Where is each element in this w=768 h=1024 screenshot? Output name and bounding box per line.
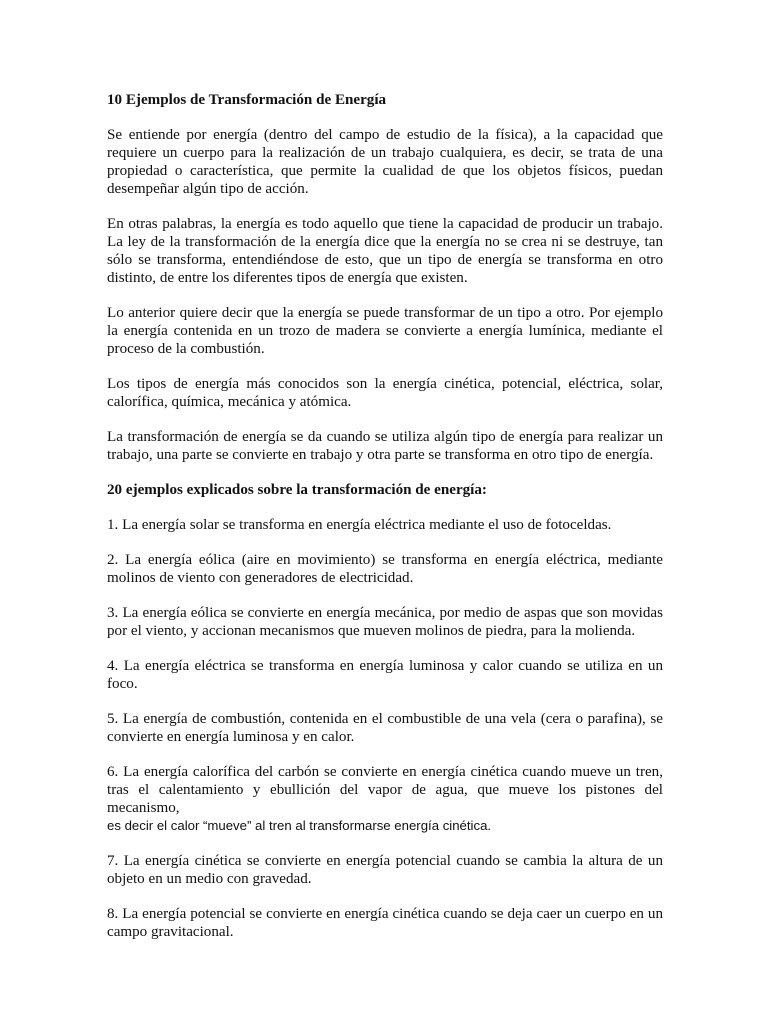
example-6 <box>107 763 663 835</box>
intro-paragraph-4: Los tipos de energía más conocidos son la energía cinética, potencial, eléctrica, solar, calorífica, química, mecánica y atómica. <box>107 376 663 410</box>
document-title: 10 Ejemplos de Transformación de Energía <box>107 92 387 108</box>
intro-paragraph-5: La transformación de energía se da cuando se utiliza algún tipo de energía para realizar un trabajo, una parte se convierte en trabajo y otra parte se transforma en otro tipo de energía. <box>107 429 663 463</box>
example-6-tail: es decir el calor “mueve” al tren al transformarse energía cinética. <box>107 818 492 833</box>
intro-paragraph-1: Se entiende por energía (dentro del campo de estudio de la física), a la capacidad que requiere un cuerpo para la realización de un trabajo cualquiera, es decir, se trata de una propiedad o característica, que permite la cualidad de que los objetos físicos, puedan desempeñar algún tipo de acción. <box>107 127 663 197</box>
example-6-main: 6. La energía calorífica del carbón se convierte en energía cinética cuando mueve un tren, tras el calentamiento y ebullición del vapor de agua, que mueve los pistones del mecanismo, <box>107 764 663 816</box>
document-page <box>107 91 663 958</box>
intro-paragraph-3: Lo anterior quiere decir que la energía se puede transformar de un tipo a otro. Por ejemplo la energía contenida en un trozo de madera se convierte a energía lumínica, mediante el proceso de la combustión. <box>107 305 663 357</box>
example-7: 7. La energía cinética se convierte en energía potencial cuando se cambia la altura de un objeto en un medio con gravedad. <box>107 853 663 887</box>
example-5: 5. La energía de combustión, contenida en el combustible de una vela (cera o parafina), se convierte en energía luminosa y en calor. <box>107 711 663 745</box>
example-3: 3. La energía eólica se convierte en energía mecánica, por medio de aspas que son movidas por el viento, y accionan mecanismos que mueven molinos de piedra, para la molienda. <box>107 605 663 639</box>
example-8: 8. La energía potencial se convierte en energía cinética cuando se deja caer un cuerpo en un campo gravitacional. <box>107 906 663 940</box>
example-4: 4. La energía eléctrica se transforma en energía luminosa y calor cuando se utiliza en un foco. <box>107 658 663 692</box>
examples-heading: 20 ejemplos explicados sobre la transformación de energía: <box>107 482 487 498</box>
example-1: 1. La energía solar se transforma en energía eléctrica mediante el uso de fotoceldas. <box>107 517 612 533</box>
intro-paragraph-2: En otras palabras, la energía es todo aquello que tiene la capacidad de producir un trabajo. La ley de la transformación de la energía dice que la energía no se crea ni se destruye, tan sólo se transforma, entendiéndose de esto, que un tipo de energía se transforma en otro distinto, de entre los diferentes tipos de energía que existen. <box>107 216 663 286</box>
example-2: 2. La energía eólica (aire en movimiento) se transforma en energía eléctrica, mediante molinos de viento con generadores de electricidad. <box>107 552 663 586</box>
